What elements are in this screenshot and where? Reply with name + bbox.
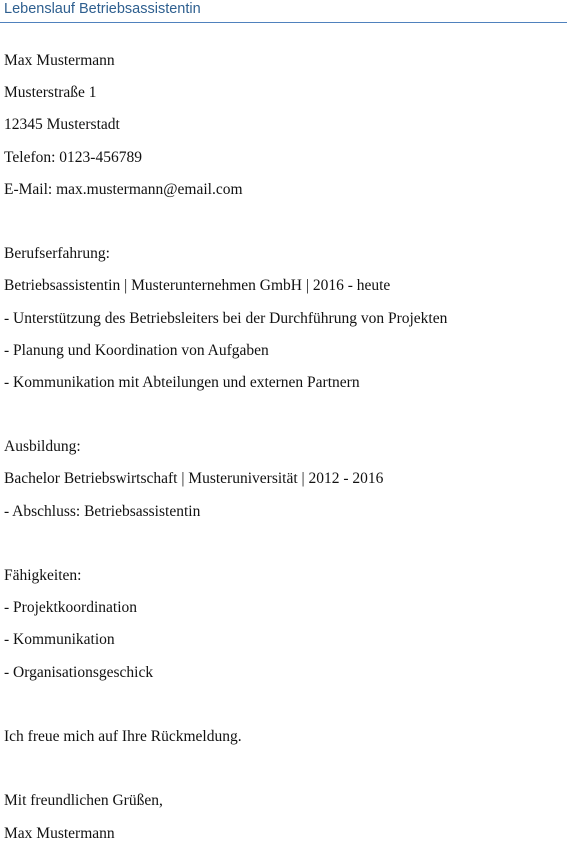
list-item: - Unterstützung des Betriebsleiters bei der Durchführung von Projekten [4,309,448,327]
spacer [4,689,562,721]
contact-phone: Telefon: 0123-456789 [4,148,142,166]
list-item: - Planung und Koordination von Aufgaben [4,341,269,359]
list-item: - Projektkoordination [4,599,138,617]
list-item: - Organisationsgeschick [4,663,154,681]
education-heading: Ausbildung: [4,438,81,456]
contact-street: Musterstraße 1 [4,84,97,102]
signature-name: Max Mustermann [4,824,115,842]
closing-note: Ich freue mich auf Ihre Rückmeldung. [4,727,242,745]
spacer [4,528,562,560]
list-item: - Kommunikation mit Abteilungen und externen Partnern [4,373,360,391]
skills-section [4,560,562,689]
contact-city: 12345 Musterstadt [4,116,120,134]
spacer [4,399,562,431]
contact-name: Max Mustermann [4,52,115,69]
spacer [4,206,562,238]
education-degree: Bachelor Betriebswirtschaft | Musteruniversität | 2012 - 2016 [4,470,384,488]
document-body [4,45,562,850]
contact-email: E-Mail: max.mustermann@email.com [4,180,243,198]
contact-section [4,45,562,206]
experience-heading: Berufserfahrung: [4,245,110,263]
list-item: - Abschluss: Betriebsassistentin [4,502,201,520]
experience-section [4,238,562,399]
experience-position: Betriebsassistentin | Musterunternehmen GmbH | 2016 - heute [4,277,391,295]
closing-greeting: Mit freundlichen Grüßen, [4,792,163,810]
spacer [4,753,562,785]
list-item: - Kommunikation [4,631,115,649]
education-section [4,431,562,528]
document-title: Lebenslauf Betriebsassistentin [4,1,201,17]
document-header [0,0,567,23]
skills-heading: Fähigkeiten: [4,567,82,584]
